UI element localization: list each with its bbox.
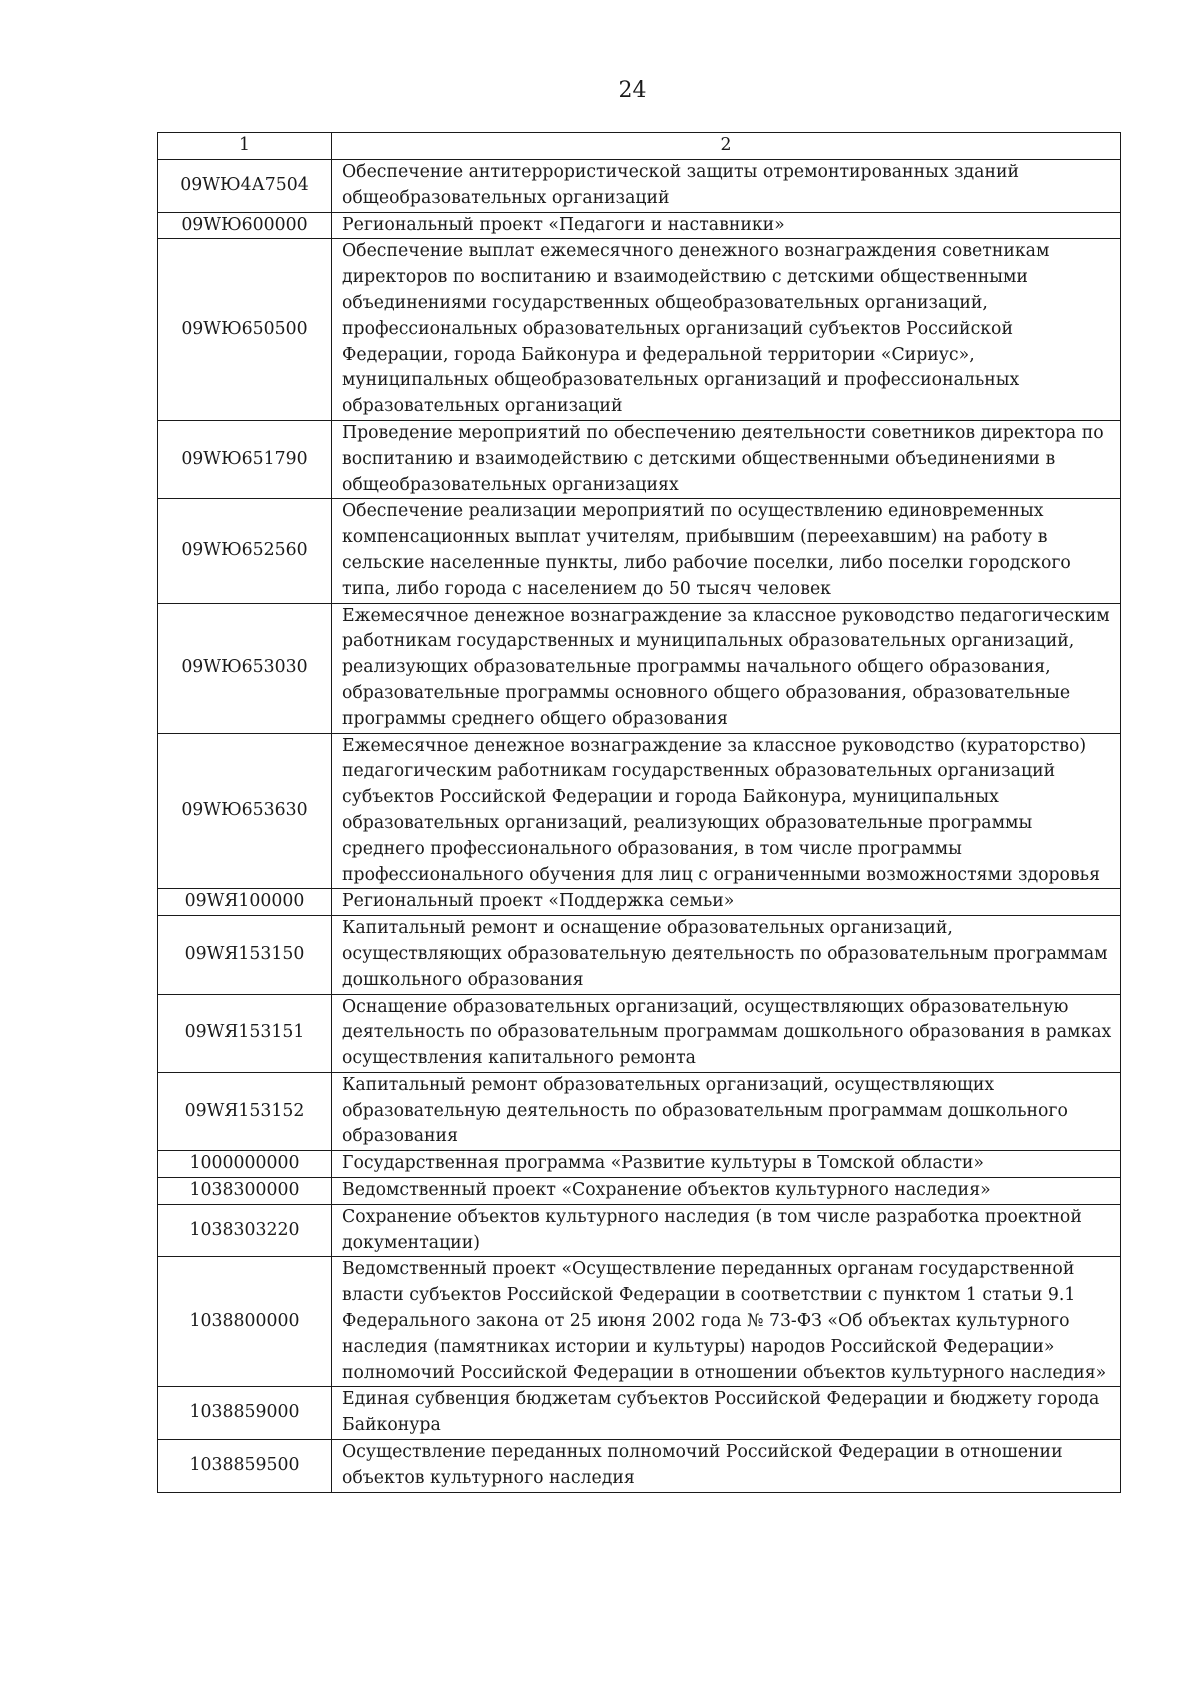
classification-code: 1038303220	[158, 1204, 332, 1257]
classification-code: 09WЮ4А7504	[158, 160, 332, 213]
classification-code: 1038800000	[158, 1257, 332, 1387]
expense-description: Обеспечение реализации мероприятий по осуществлению единовременных компенсационных выплат учителям, прибывшим (переехавшим) на работу в сельские населенные пункты, либо рабочие поселки, либо поселки городского типа, либо города с населением до 50 тысяч человек	[332, 499, 1121, 603]
expense-description: Единая субвенция бюджетам субъектов Российской Федерации и бюджету города Байконура	[332, 1387, 1121, 1440]
table-row	[158, 603, 1121, 733]
expense-description: Оснащение образовательных организаций, осуществляющих образовательную деятельность по образовательным программам дошкольного образования в рамках осуществления капитального ремонта	[332, 994, 1121, 1072]
table-header-row	[158, 133, 1121, 160]
classification-code: 1038859500	[158, 1440, 332, 1493]
table-row	[158, 1440, 1121, 1493]
column-header-code: 1	[158, 133, 332, 160]
table-row	[158, 420, 1121, 498]
table-body	[158, 160, 1121, 1493]
classification-code: 1038300000	[158, 1178, 332, 1205]
table-row	[158, 1151, 1121, 1178]
expense-description: Обеспечение выплат ежемесячного денежного вознаграждения советникам директоров по воспитанию и взаимодействию с детскими общественными объединениями государственных общеобразовательных организаций, профессиональных образовательных организаций субъектов Российской Федерации, города Байконура и федеральной территории «Сириус», муниципальных общеобразовательных организаций и профессиональных образовательных организаций	[332, 239, 1121, 421]
page-number: 24	[618, 78, 647, 103]
expense-description: Региональный проект «Поддержка семьи»	[332, 889, 1121, 916]
expense-description: Сохранение объектов культурного наследия (в том числе разработка проектной документации)	[332, 1204, 1121, 1257]
expense-description: Ведомственный проект «Осуществление переданных органам государственной власти субъектов Российской Федерации в соответствии с пунктом 1 статьи 9.1 Федерального закона от 25 июня 2002 года № 73-ФЗ «Об объектах культурного наследия (памятниках истории и культуры) народов Российской Федерации» полномочий Российской Федерации в отношении объектов культурного наследия»	[332, 1257, 1121, 1387]
classification-code: 1038859000	[158, 1387, 332, 1440]
classification-code: 09WЮ653030	[158, 603, 332, 733]
table-row	[158, 160, 1121, 213]
classification-code: 1000000000	[158, 1151, 332, 1178]
table-row	[158, 1204, 1121, 1257]
classification-code: 09WЮ651790	[158, 420, 332, 498]
table-row	[158, 1387, 1121, 1440]
table-row	[158, 889, 1121, 916]
expense-description: Ежемесячное денежное вознаграждение за классное руководство педагогическим работникам государственных и муниципальных образовательных организаций, реализующих образовательные программы начального общего образования, образовательные программы основного общего образования, образовательные программы среднего общего образования	[332, 603, 1121, 733]
table-row	[158, 212, 1121, 239]
expense-description: Проведение мероприятий по обеспечению деятельности советников директора по воспитанию и взаимодействию с детскими общественными объединениями в общеобразовательных организациях	[332, 420, 1121, 498]
classification-code: 09WЮ650500	[158, 239, 332, 421]
table-row	[158, 239, 1121, 421]
expense-description: Осуществление переданных полномочий Российской Федерации в отношении объектов культурного наследия	[332, 1440, 1121, 1493]
classification-code: 09WЯ153151	[158, 994, 332, 1072]
classification-code: 09WЯ100000	[158, 889, 332, 916]
table-row	[158, 1178, 1121, 1205]
expense-description: Ежемесячное денежное вознаграждение за классное руководство (кураторство) педагогическим работникам государственных образовательных организаций субъектов Российской Федерации и города Байконура, муниципальных образовательных организаций, реализующих образовательные программы среднего профессионального образования, в том числе программы профессионального обучения для лиц с ограниченными возможностями здоровья	[332, 733, 1121, 889]
expense-description: Капитальный ремонт и оснащение образовательных организаций, осуществляющих образовательную деятельность по образовательным программам дошкольного образования	[332, 916, 1121, 994]
classification-code: 09WЮ652560	[158, 499, 332, 603]
table-row	[158, 916, 1121, 994]
table-row	[158, 1072, 1121, 1150]
expense-description: Региональный проект «Педагоги и наставники»	[332, 212, 1121, 239]
table-row	[158, 994, 1121, 1072]
table-row	[158, 733, 1121, 889]
column-header-name: 2	[332, 133, 1121, 160]
classification-code: 09WЮ653630	[158, 733, 332, 889]
classification-code: 09WЯ153150	[158, 916, 332, 994]
classification-code: 09WЯ153152	[158, 1072, 332, 1150]
classification-code: 09WЮ600000	[158, 212, 332, 239]
table-row	[158, 1257, 1121, 1387]
expense-description: Ведомственный проект «Сохранение объектов культурного наследия»	[332, 1178, 1121, 1205]
expense-description: Государственная программа «Развитие культуры в Томской области»	[332, 1151, 1121, 1178]
expense-description: Обеспечение антитеррористической защиты отремонтированных зданий общеобразовательных организаций	[332, 160, 1121, 213]
expense-description: Капитальный ремонт образовательных организаций, осуществляющих образовательную деятельность по образовательным программам дошкольного образования	[332, 1072, 1121, 1150]
table-row	[158, 499, 1121, 603]
budget-classification-table	[157, 132, 1121, 1493]
